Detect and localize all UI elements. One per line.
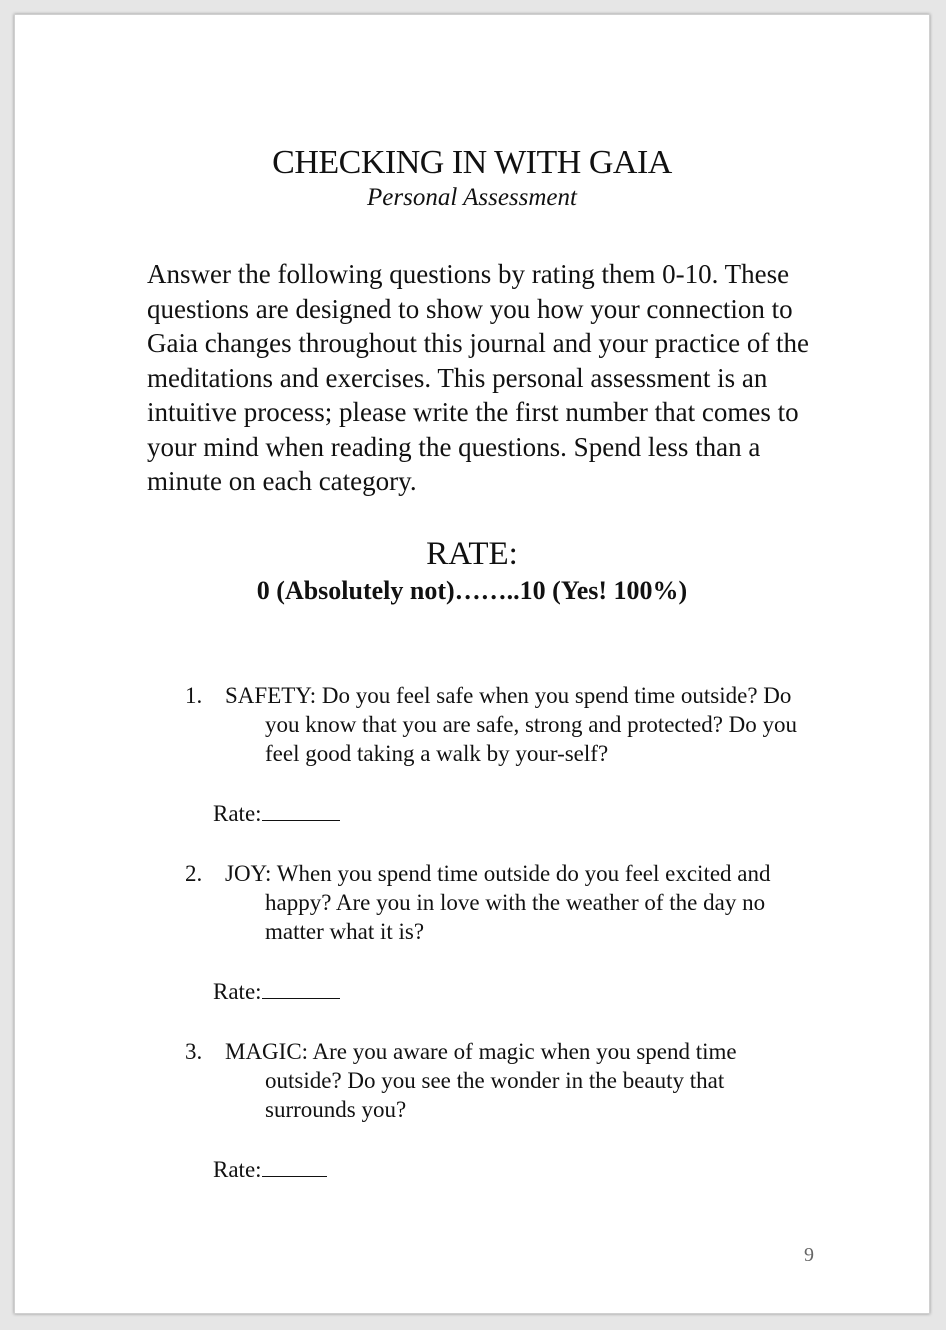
question-text: MAGIC: Are you aware of magic when you spend time outside? Do you see the wonder in the beauty that surrounds you? bbox=[225, 1039, 737, 1122]
rate-label: Rate: bbox=[213, 1157, 262, 1182]
page-title: CHECKING IN WITH GAIA bbox=[272, 144, 672, 181]
page-subtitle: Personal Assessment bbox=[367, 184, 577, 211]
page-number: 9 bbox=[804, 1244, 814, 1266]
rate-label: Rate: bbox=[213, 801, 262, 826]
rate-blank[interactable] bbox=[262, 1156, 327, 1177]
rate-field-magic[interactable] bbox=[213, 1155, 327, 1184]
intro-paragraph: Answer the following questions by rating them 0-10. These questions are designed to show you how your connection to Gaia changes throughout this journal and your practice of the meditations and exercises. This personal assessment is an intuitive process; please write the first number that comes to your mind when reading the questions. Spend less than a minute on each category. bbox=[147, 259, 810, 496]
document-page bbox=[14, 14, 930, 1314]
rate-blank[interactable] bbox=[262, 800, 340, 821]
rate-label: Rate: bbox=[213, 979, 262, 1004]
question-number: 1. bbox=[185, 683, 203, 708]
question-safety bbox=[185, 681, 805, 768]
rate-heading: RATE: bbox=[426, 536, 518, 572]
question-magic bbox=[185, 1037, 805, 1124]
question-text: SAFETY: Do you feel safe when you spend time outside? Do you know that you are safe, strong and protected? Do you feel good taking a walk by your-self? bbox=[225, 683, 798, 766]
rate-field-joy[interactable] bbox=[213, 977, 340, 1006]
question-joy bbox=[185, 859, 805, 946]
rate-blank[interactable] bbox=[262, 978, 340, 999]
question-number: 3. bbox=[185, 1039, 203, 1064]
rate-field-safety[interactable] bbox=[213, 799, 340, 828]
question-text: JOY: When you spend time outside do you feel excited and happy? Are you in love with the weather of the day no matter what it is? bbox=[225, 861, 771, 944]
question-number: 2. bbox=[185, 861, 203, 886]
rate-scale: 0 (Absolutely not)……..10 (Yes! 100%) bbox=[256, 576, 688, 605]
